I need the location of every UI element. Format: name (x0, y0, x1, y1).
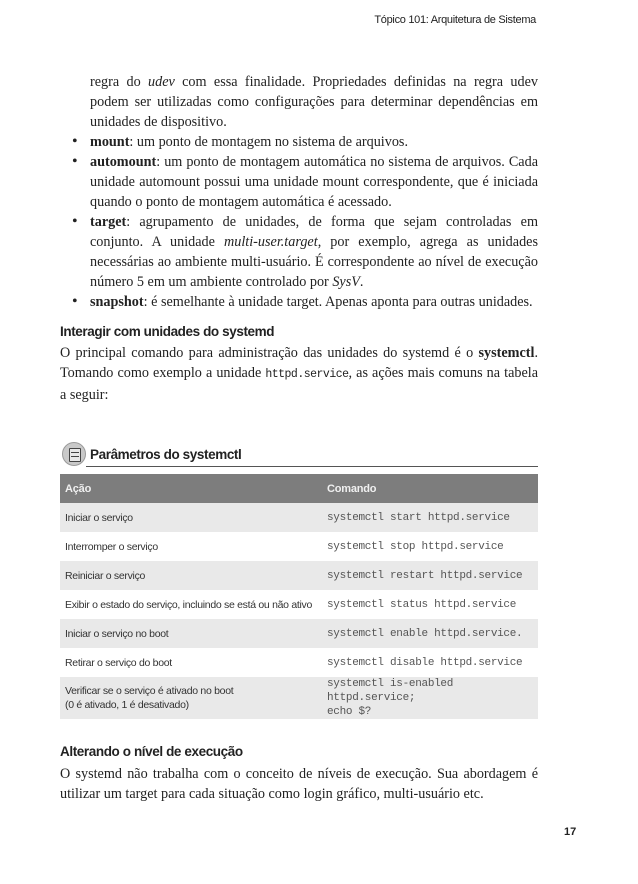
action-cell: Interromper o serviço (65, 540, 158, 553)
table-caption-rule (86, 466, 538, 467)
page-number: 17 (564, 826, 577, 838)
command-cell: systemctl start httpd.service (327, 511, 510, 524)
command-cell: systemctl is-enabled httpd.service; echo $? (327, 678, 454, 718)
table-title: Parâmetros do systemctl (90, 447, 242, 462)
command-cell: systemctl status httpd.service (327, 598, 517, 611)
unit-types-list (60, 72, 538, 312)
action-cell: Verificar se o serviço é ativado no boot (0 é ativado, 1 é desativado) (65, 685, 234, 711)
list-item-automount: • automount: um ponto de montagem automática no sistema de arquivos. Cada unidade automount possui uma unidade mount correspondente, que é iniciada quando o ponto de montagem automática é acessado. (60, 152, 538, 212)
table-header-row (60, 474, 538, 503)
table-row (60, 648, 538, 677)
table-row (60, 619, 538, 648)
table-row (60, 590, 538, 619)
column-header-action: Ação (65, 482, 92, 495)
list-item-target: • target: agrupamento de unidades, de forma que sejam controladas em conjunto. A unidade multi-user.target, por exemplo, agrega as unidades necessárias ao ambiente multi-usuário. É correspondente ao nível de execução número 5 em um ambiente controlado por SysV. (60, 212, 538, 292)
list-item-mount: • mount: um ponto de montagem no sistema de arquivos. (60, 132, 538, 152)
command-cell: systemctl restart httpd.service (327, 569, 523, 582)
action-cell: Iniciar o serviço (65, 511, 133, 524)
table-caption (60, 442, 538, 468)
column-header-command: Comando (327, 482, 377, 495)
command-cell: systemctl enable httpd.service. (327, 627, 523, 640)
table-row (60, 677, 538, 719)
action-cell: Reiniciar o serviço (65, 569, 146, 582)
systemctl-table (60, 474, 538, 719)
action-cell: Retirar o serviço do boot (65, 656, 172, 669)
table-icon (62, 442, 86, 466)
running-header: Tópico 101: Arquitetura de Sistema (374, 14, 536, 26)
section-paragraph-runlevel: O systemd não trabalha com o conceito de níveis de execução. Sua abordagem é utilizar um target para cada situação como login gráfico, multi-usuário etc. (60, 766, 538, 802)
command-cell: systemctl disable httpd.service (327, 656, 523, 669)
table-row (60, 503, 538, 532)
section-title-runlevel: Alterando o nível de execução (60, 744, 243, 759)
list-item-snapshot: • snapshot: é semelhante à unidade target. Apenas aponta para outras unidades. (60, 292, 538, 312)
action-cell: Exibir o estado do serviço, incluindo se está ou não ativo (65, 598, 313, 611)
section-paragraph-interact: O principal comando para administração das unidades do systemd é o systemctl. Tomando como exemplo a unidade httpd.service, as ações mais comuns na tabela a seguir: (60, 345, 539, 403)
action-cell: Iniciar o serviço no boot (65, 627, 169, 640)
table-row (60, 561, 538, 590)
command-cell: systemctl stop httpd.service (327, 540, 504, 553)
section-title-interact: Interagir com unidades do systemd (60, 324, 275, 339)
list-continuation: regra do udev com essa finalidade. Propriedades definidas na regra udev podem ser utilizadas como configurações para determinar dependências em unidades de dispositivo. (90, 74, 538, 130)
table-row (60, 532, 538, 561)
